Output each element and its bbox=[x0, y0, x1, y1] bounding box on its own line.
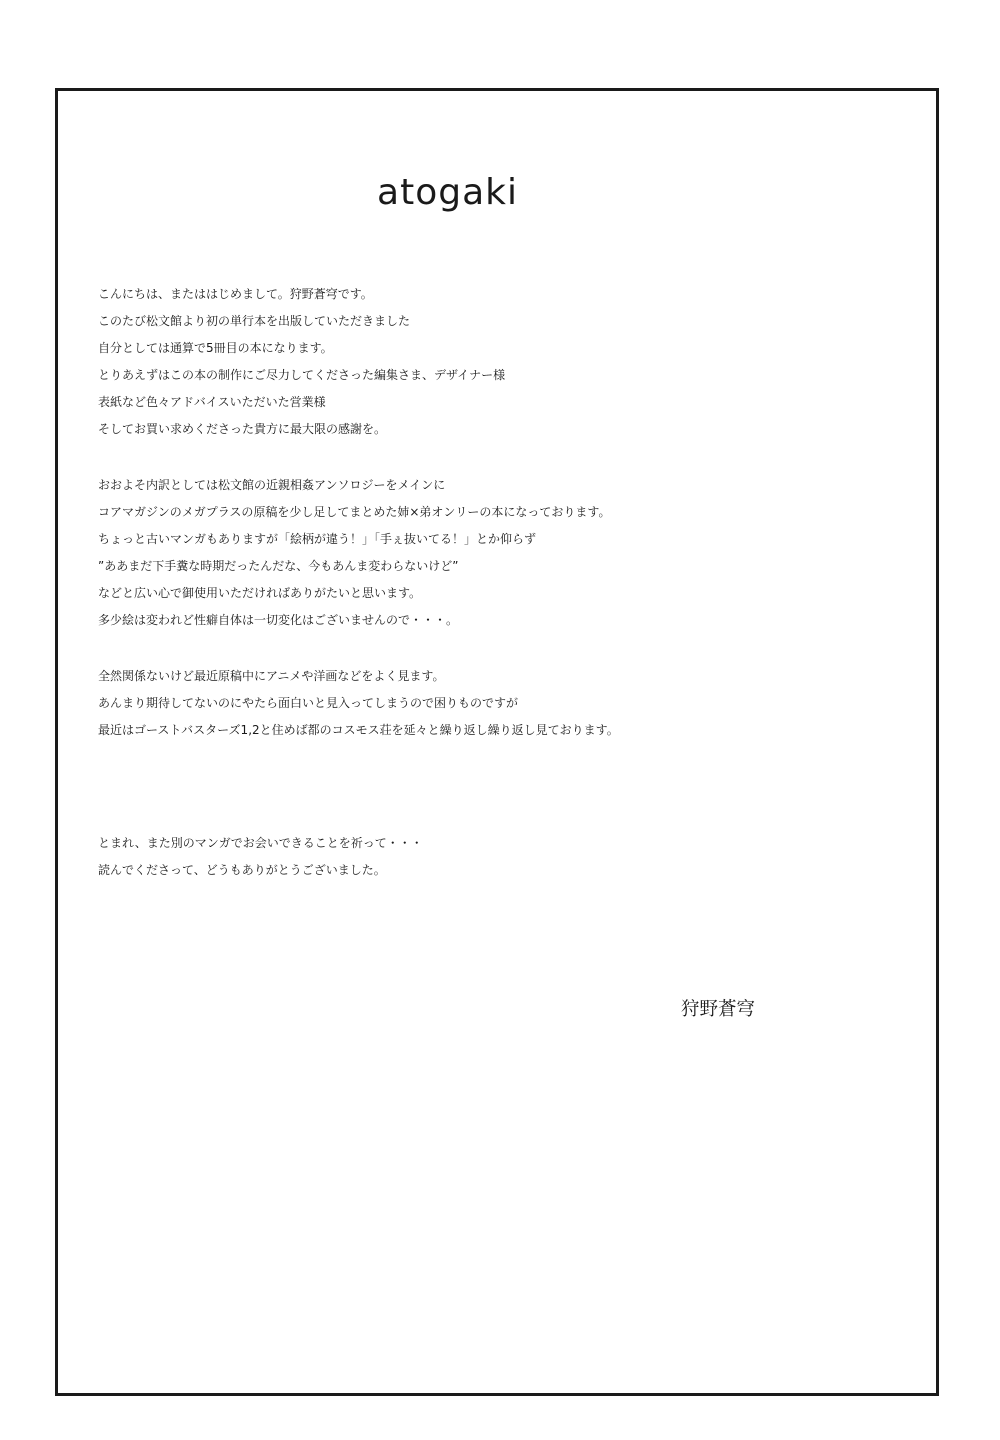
text-line: などと広い心で御使用いただければありがたいと思います。 bbox=[98, 586, 422, 600]
page-title: atogaki bbox=[377, 172, 518, 213]
text-line: ちょっと古いマンガもありますが「絵柄が違う！」「手ぇ抜いてる！」とか仰らず bbox=[98, 532, 537, 546]
text-line: 全然関係ないけど最近原稿中にアニメや洋画などをよく見ます。 bbox=[98, 669, 445, 683]
author-signature: 狩野蒼穹 bbox=[681, 999, 756, 1020]
paragraph-recent bbox=[98, 663, 938, 744]
text-line: こんにちは、またははじめまして。狩野蒼穹です。 bbox=[98, 287, 373, 301]
text-line: 多少絵は変われど性癖自体は一切変化はございませんので・・・。 bbox=[98, 613, 459, 627]
text-line: 自分としては通算で5冊目の本になります。 bbox=[98, 341, 333, 355]
text-line: そしてお買い求めくださった貴方に最大限の感謝を。 bbox=[98, 422, 387, 436]
paragraph-contents bbox=[98, 472, 938, 634]
text-line: とりあえずはこの本の制作にご尽力してくださった編集さま、デザイナー様 bbox=[98, 368, 506, 382]
text-line: ”ああまだ下手糞な時期だったんだな、今もあんま変わらないけど” bbox=[98, 559, 459, 573]
text-line: 表紙など色々アドバイスいただいた営業様 bbox=[98, 395, 326, 409]
text-line: おおよそ内訳としては松文館の近親相姦アンソロジーをメインに bbox=[98, 478, 446, 492]
paragraph-greeting bbox=[98, 281, 938, 443]
text-line: 最近はゴーストバスターズ1,2と住めば都のコスモス荘を延々と繰り返し繰り返し見ております。 bbox=[98, 723, 619, 737]
text-line: とまれ、また別のマンガでお会いできることを祈って・・・ bbox=[98, 836, 423, 850]
text-line: 読んでくださって、どうもありがとうございました。 bbox=[98, 863, 386, 877]
text-line: コアマガジンのメガプラスの原稿を少し足してまとめた姉×弟オンリーの本になっております。 bbox=[98, 505, 611, 519]
text-line: このたび松文館より初の単行本を出版していただきました bbox=[98, 314, 411, 328]
text-line: あんまり期待してないのにやたら面白いと見入ってしまうので困りものですが bbox=[98, 696, 519, 710]
paragraph-closing bbox=[98, 830, 938, 884]
